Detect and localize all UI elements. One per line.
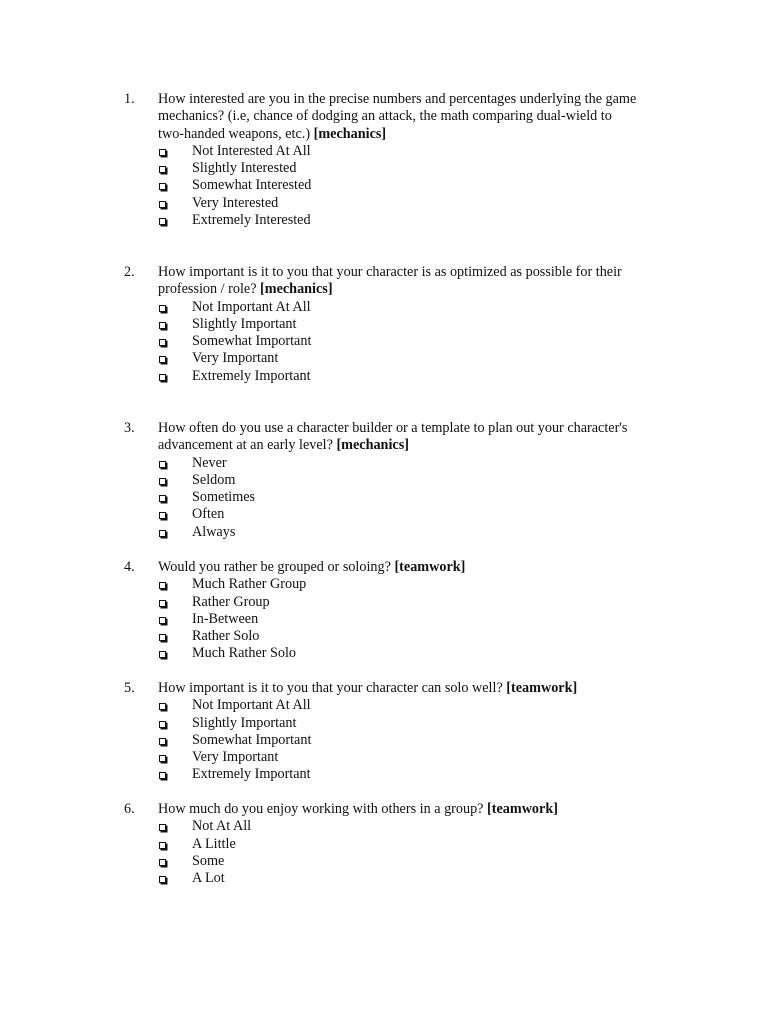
question-text: How often do you use a character builder or a template to plan out your character's advancement at an early level? [mechanics] [158, 420, 628, 454]
checkbox-icon[interactable] [159, 738, 166, 745]
question-tag: [teamwork] [394, 559, 466, 575]
option-item[interactable] [124, 576, 644, 593]
question-text: How interested are you in the precise numbers and percentages underlying the game mechanics? (i.e, chance of dodging an attack, the math comparing dual-wield to two-handed weapons, etc.) [mechanics] [158, 91, 637, 142]
question-number: 6. [124, 801, 135, 817]
option-label: Very Important [192, 749, 279, 766]
checkbox-icon[interactable] [159, 600, 166, 607]
option-item[interactable] [124, 766, 644, 783]
question-3 [124, 420, 644, 541]
option-item[interactable] [124, 160, 644, 177]
checkbox-icon[interactable] [159, 530, 166, 537]
option-list [124, 576, 644, 662]
checkbox-icon[interactable] [159, 183, 166, 190]
question-1 [124, 91, 644, 229]
option-label: Rather Group [192, 593, 270, 610]
option-label: Somewhat Important [192, 333, 312, 350]
option-label: Not Important At All [192, 697, 311, 714]
question-text: How much do you enjoy working with others in a group? [teamwork] [158, 801, 558, 817]
option-label: Extremely Important [192, 367, 311, 384]
option-item[interactable] [124, 212, 644, 229]
option-item[interactable] [124, 594, 644, 611]
checkbox-icon[interactable] [159, 495, 166, 502]
option-label: Somewhat Interested [192, 177, 312, 194]
question-tag: [mechanics] [260, 281, 333, 298]
checkbox-icon[interactable] [159, 876, 166, 883]
checkbox-icon[interactable] [159, 166, 166, 173]
option-item[interactable] [124, 732, 644, 749]
option-label: Not Interested At All [192, 142, 311, 159]
option-label: Very Important [192, 350, 279, 367]
option-list [124, 143, 644, 229]
checkbox-icon[interactable] [159, 842, 166, 849]
question-tag: [mechanics] [336, 437, 409, 454]
option-label: In-Between [192, 610, 259, 627]
option-label: Sometimes [192, 489, 256, 506]
option-label: Slightly Interested [192, 160, 297, 177]
checkbox-icon[interactable] [159, 824, 166, 831]
checkbox-icon[interactable] [159, 859, 166, 866]
option-label: Very Interested [192, 194, 279, 211]
checkbox-icon[interactable] [159, 721, 166, 728]
question-tag: [teamwork] [506, 680, 578, 696]
checkbox-icon[interactable] [159, 149, 166, 156]
checkbox-icon[interactable] [159, 755, 166, 762]
checkbox-icon[interactable] [159, 305, 166, 312]
option-item[interactable] [124, 870, 644, 887]
question-number: 2. [124, 264, 135, 280]
checkbox-icon[interactable] [159, 634, 166, 641]
checkbox-icon[interactable] [159, 617, 166, 624]
checkbox-icon[interactable] [159, 339, 166, 346]
option-label: Not Important At All [192, 298, 311, 315]
option-label: Somewhat Important [192, 731, 312, 748]
option-label: Rather Solo [192, 628, 260, 645]
option-item[interactable] [124, 645, 644, 662]
option-item[interactable] [124, 818, 644, 835]
option-item[interactable] [124, 333, 644, 350]
option-item[interactable] [124, 299, 644, 316]
option-item[interactable] [124, 697, 644, 714]
question-text: How important is it to you that your character is as optimized as possible for their profession / role? [mechanics] [158, 264, 622, 298]
question-number: 5. [124, 680, 135, 696]
option-label: Extremely Important [192, 766, 311, 783]
checkbox-icon[interactable] [159, 651, 166, 658]
option-item[interactable] [124, 177, 644, 194]
checkbox-icon[interactable] [159, 322, 166, 329]
option-label: Often [192, 506, 225, 523]
option-item[interactable] [124, 489, 644, 506]
option-label: Seldom [192, 471, 236, 488]
option-item[interactable] [124, 472, 644, 489]
option-label: Never [192, 454, 227, 471]
checkbox-icon[interactable] [159, 703, 166, 710]
option-label: Extremely Interested [192, 212, 311, 229]
question-text: How important is it to you that your character can solo well? [teamwork] [158, 680, 578, 696]
option-list [124, 455, 644, 541]
checkbox-icon[interactable] [159, 201, 166, 208]
checkbox-icon[interactable] [159, 374, 166, 381]
checkbox-icon[interactable] [159, 772, 166, 779]
option-item[interactable] [124, 143, 644, 160]
option-item[interactable] [124, 749, 644, 766]
question-number: 4. [124, 559, 135, 575]
option-label: Slightly Important [192, 714, 297, 731]
option-label: Some [192, 852, 225, 869]
option-list [124, 818, 644, 887]
question-4 [124, 559, 644, 663]
option-item[interactable] [124, 836, 644, 853]
option-list [124, 697, 644, 783]
option-item[interactable] [124, 455, 644, 472]
checkbox-icon[interactable] [159, 356, 166, 363]
option-item[interactable] [124, 715, 644, 732]
question-5 [124, 680, 644, 784]
checkbox-icon[interactable] [159, 218, 166, 225]
option-item[interactable] [124, 853, 644, 870]
checkbox-icon[interactable] [159, 582, 166, 589]
question-2 [124, 264, 644, 385]
option-item[interactable] [124, 350, 644, 367]
checkbox-icon[interactable] [159, 461, 166, 468]
question-tag: [teamwork] [487, 801, 558, 817]
checkbox-icon[interactable] [159, 478, 166, 485]
question-tag: [mechanics] [313, 125, 387, 142]
option-label: A Lot [192, 870, 225, 887]
option-item[interactable] [124, 628, 644, 645]
option-item[interactable] [124, 316, 644, 333]
option-item[interactable] [124, 506, 644, 523]
question-6 [124, 801, 644, 887]
question-number: 1. [124, 91, 135, 107]
question-text: Would you rather be grouped or soloing? [teamwork] [158, 559, 466, 575]
option-item[interactable] [124, 524, 644, 541]
checkbox-icon[interactable] [159, 512, 166, 519]
option-item[interactable] [124, 611, 644, 628]
option-label: Always [192, 523, 236, 540]
option-label: Not At All [192, 818, 252, 835]
option-label: A Little [192, 835, 236, 852]
option-item[interactable] [124, 195, 644, 212]
option-label: Much Rather Group [192, 576, 307, 593]
option-item[interactable] [124, 368, 644, 385]
option-label: Much Rather Solo [192, 645, 297, 662]
question-number: 3. [124, 420, 135, 436]
option-list [124, 299, 644, 385]
option-label: Slightly Important [192, 315, 297, 332]
